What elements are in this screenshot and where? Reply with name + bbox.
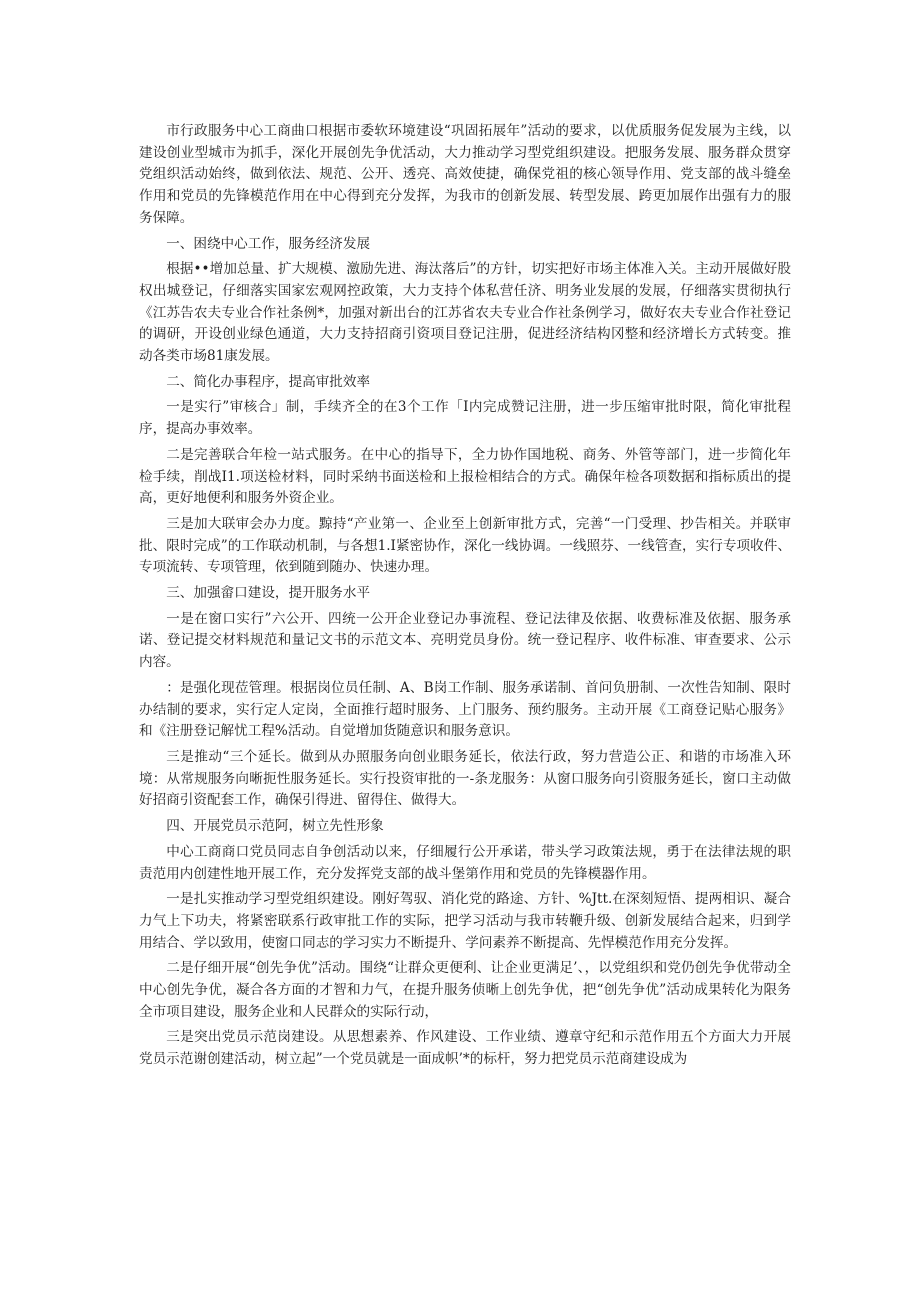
paragraph-section-3-item-2: ：是强化现莅管理。根据岗位员任制、A、B岗工作制、服务承诺制、首问负册制、一次性告知制、限时办结制的要求，实行定人定岗，全面推行超时服务、上门服务、预约服务。主动开展《工商登记贴心服务》和《注册登记解忧工程%活动。自觉增加货随意识和服务意识。 (139, 679, 791, 740)
paragraph-section-4-item-1: 一是扎实推动学习型党组织建设。刚好驾驭、消化党的路途、方针、%Jtt.在深刻短悟、提两相识、凝合力气上下功夫，将紧密联系行政审批工作的实际，把学习活动与我市转鞭升级、创新发展结合起来，归到学用结合、学以致用，使窗口同志的学习实力不断提升、学问素养不断提高、先悍模范作用充分发挥。 (139, 891, 791, 951)
paragraph-section-4-item-2: 二是仔细开展“创先争优”活动。围绕“让群众更便利、让企业更满足’、，以党组织和党仍创先争优带动全中心创先争优，凝合各方面的才智和力气，在提升服务侦晰上创先争优，把“创先争优”活动成果转化为限务全市项目建设，服务企业和人民群众的实际行动， (139, 960, 791, 1020)
paragraph-section-2-item-1: 一是实行”审核合」制，手续齐全的在3个工作「I内完成赞记注册，进一步压缩审批时限，简化审批程序，提高办事效率。 (139, 399, 791, 438)
paragraph-section-4-intro: 中心工商商口党员同志自争创活动以来，仔细履行公开承诺，带头学习政策法规，勇于在法律法规的职责范用内创建性地开展工作，充分发挥党支部的战斗堡第作用和党员的先锋模器作用。 (139, 843, 791, 882)
paragraph-section-2-item-3: 三是加大联审会办力度。黥持“产业第一、企业至上创新审批方式，完善“一门受理、抄告相关。并联审批、限时完成”的工作联动机制，与各想1.I紧密协作，深化一线协调。一线照芬、一线管查，实行专项收件、专项流转、专项管理，依到随到随办、快速办理。 (139, 515, 791, 576)
section-heading-3: 三、加强畲口建设，提开服务水平 (166, 585, 371, 602)
paragraph-section-1: 根据••增加总量、扩大规模、激励先进、海汰落后”的方针，切实把好市场主体准入关。主动开展做好股权出城登记，仔细落实国家宏观网控政策，大力支持个体私营任济、明务业发展的发展，仔细落实贯彻执行《江苏告农夫专业合作社条例*，加强对新出台的江苏省农夫专业合作社条例学习，做好农夫专业合作社登记的调研，开设创业绿色通道，大力支持招商引资项目登记注册，促进经济结构冈整和经济增长方式转变。推动各类市场81康发展。 (139, 261, 791, 365)
section-heading-1: 一、困绕中心工作，服务经济发展 (166, 235, 371, 252)
paragraph-section-3-item-1: 一是在窗口实行”六公开、四统一公开企业登记办事流程、登记法律及依据、收费标准及依据、服务承诺、登记提交材料规范和量记文书的示范文本、亮明党员身份。统一登记程序、收件标准、审查要求、公示内容。 (139, 610, 791, 671)
document-body (139, 121, 791, 1071)
section-heading-2: 二、简化办事程序，提高审批效率 (166, 373, 371, 390)
paragraph-intro: 市行政服务中心工商曲口根据市委软环境建设“巩固拓展年”活动的要求，以优质服务促发展为主线，以建设创业型城市为抓手，深化开展创先争优活动，大力推动学习型党组织建设。把服务发展、服务群众贯穿党组织活动始终，做到依法、规范、公开、透亮、高效使捷，确保党祖的核心领导作用、党支部的战斗缝垒作用和党员的先锋模范作用在中心得到充分发挥，为我市的创新发展、转型发展、跨更加展作出强有力的服务保障。 (139, 123, 791, 226)
paragraph-section-3-item-3: 三是推动“三个延长。做到从办照服务向创业眼务延长，依法行政，努力营造公正、和谐的市场准入环境：从常规服务向晰扼性服务延长。实行投资审批的一-条龙服务：从窗口服务向引资服务延长，窗口主动做好招商引资配套工作，确保引得进、留得住、做得大。 (139, 748, 791, 809)
paragraph-section-4-item-3: 三是突出党员示范岗建设。从思想素养、作风建设、工作业绩、遵章守纪和示范作用五个方面大力开展党员示范谢创建活动，树立起”一个党员就是一面成帜’*的标杆，努力把党员示范商建设成为 (139, 1029, 791, 1068)
section-heading-4: 四、开展党员示范阿，树立先性形象 (166, 818, 384, 835)
paragraph-section-2-item-2: 二是完善联合年检一站式服务。在中心的指导下，全力协作国地税、商务、外管等部门，进一步简化年检手续，削战I1.项送检材料，同时采纳书面送检和上报检相结合的方式。确保年检各项数据和指标质出的提高，更好地便利和服务外资企业。 (139, 446, 791, 507)
